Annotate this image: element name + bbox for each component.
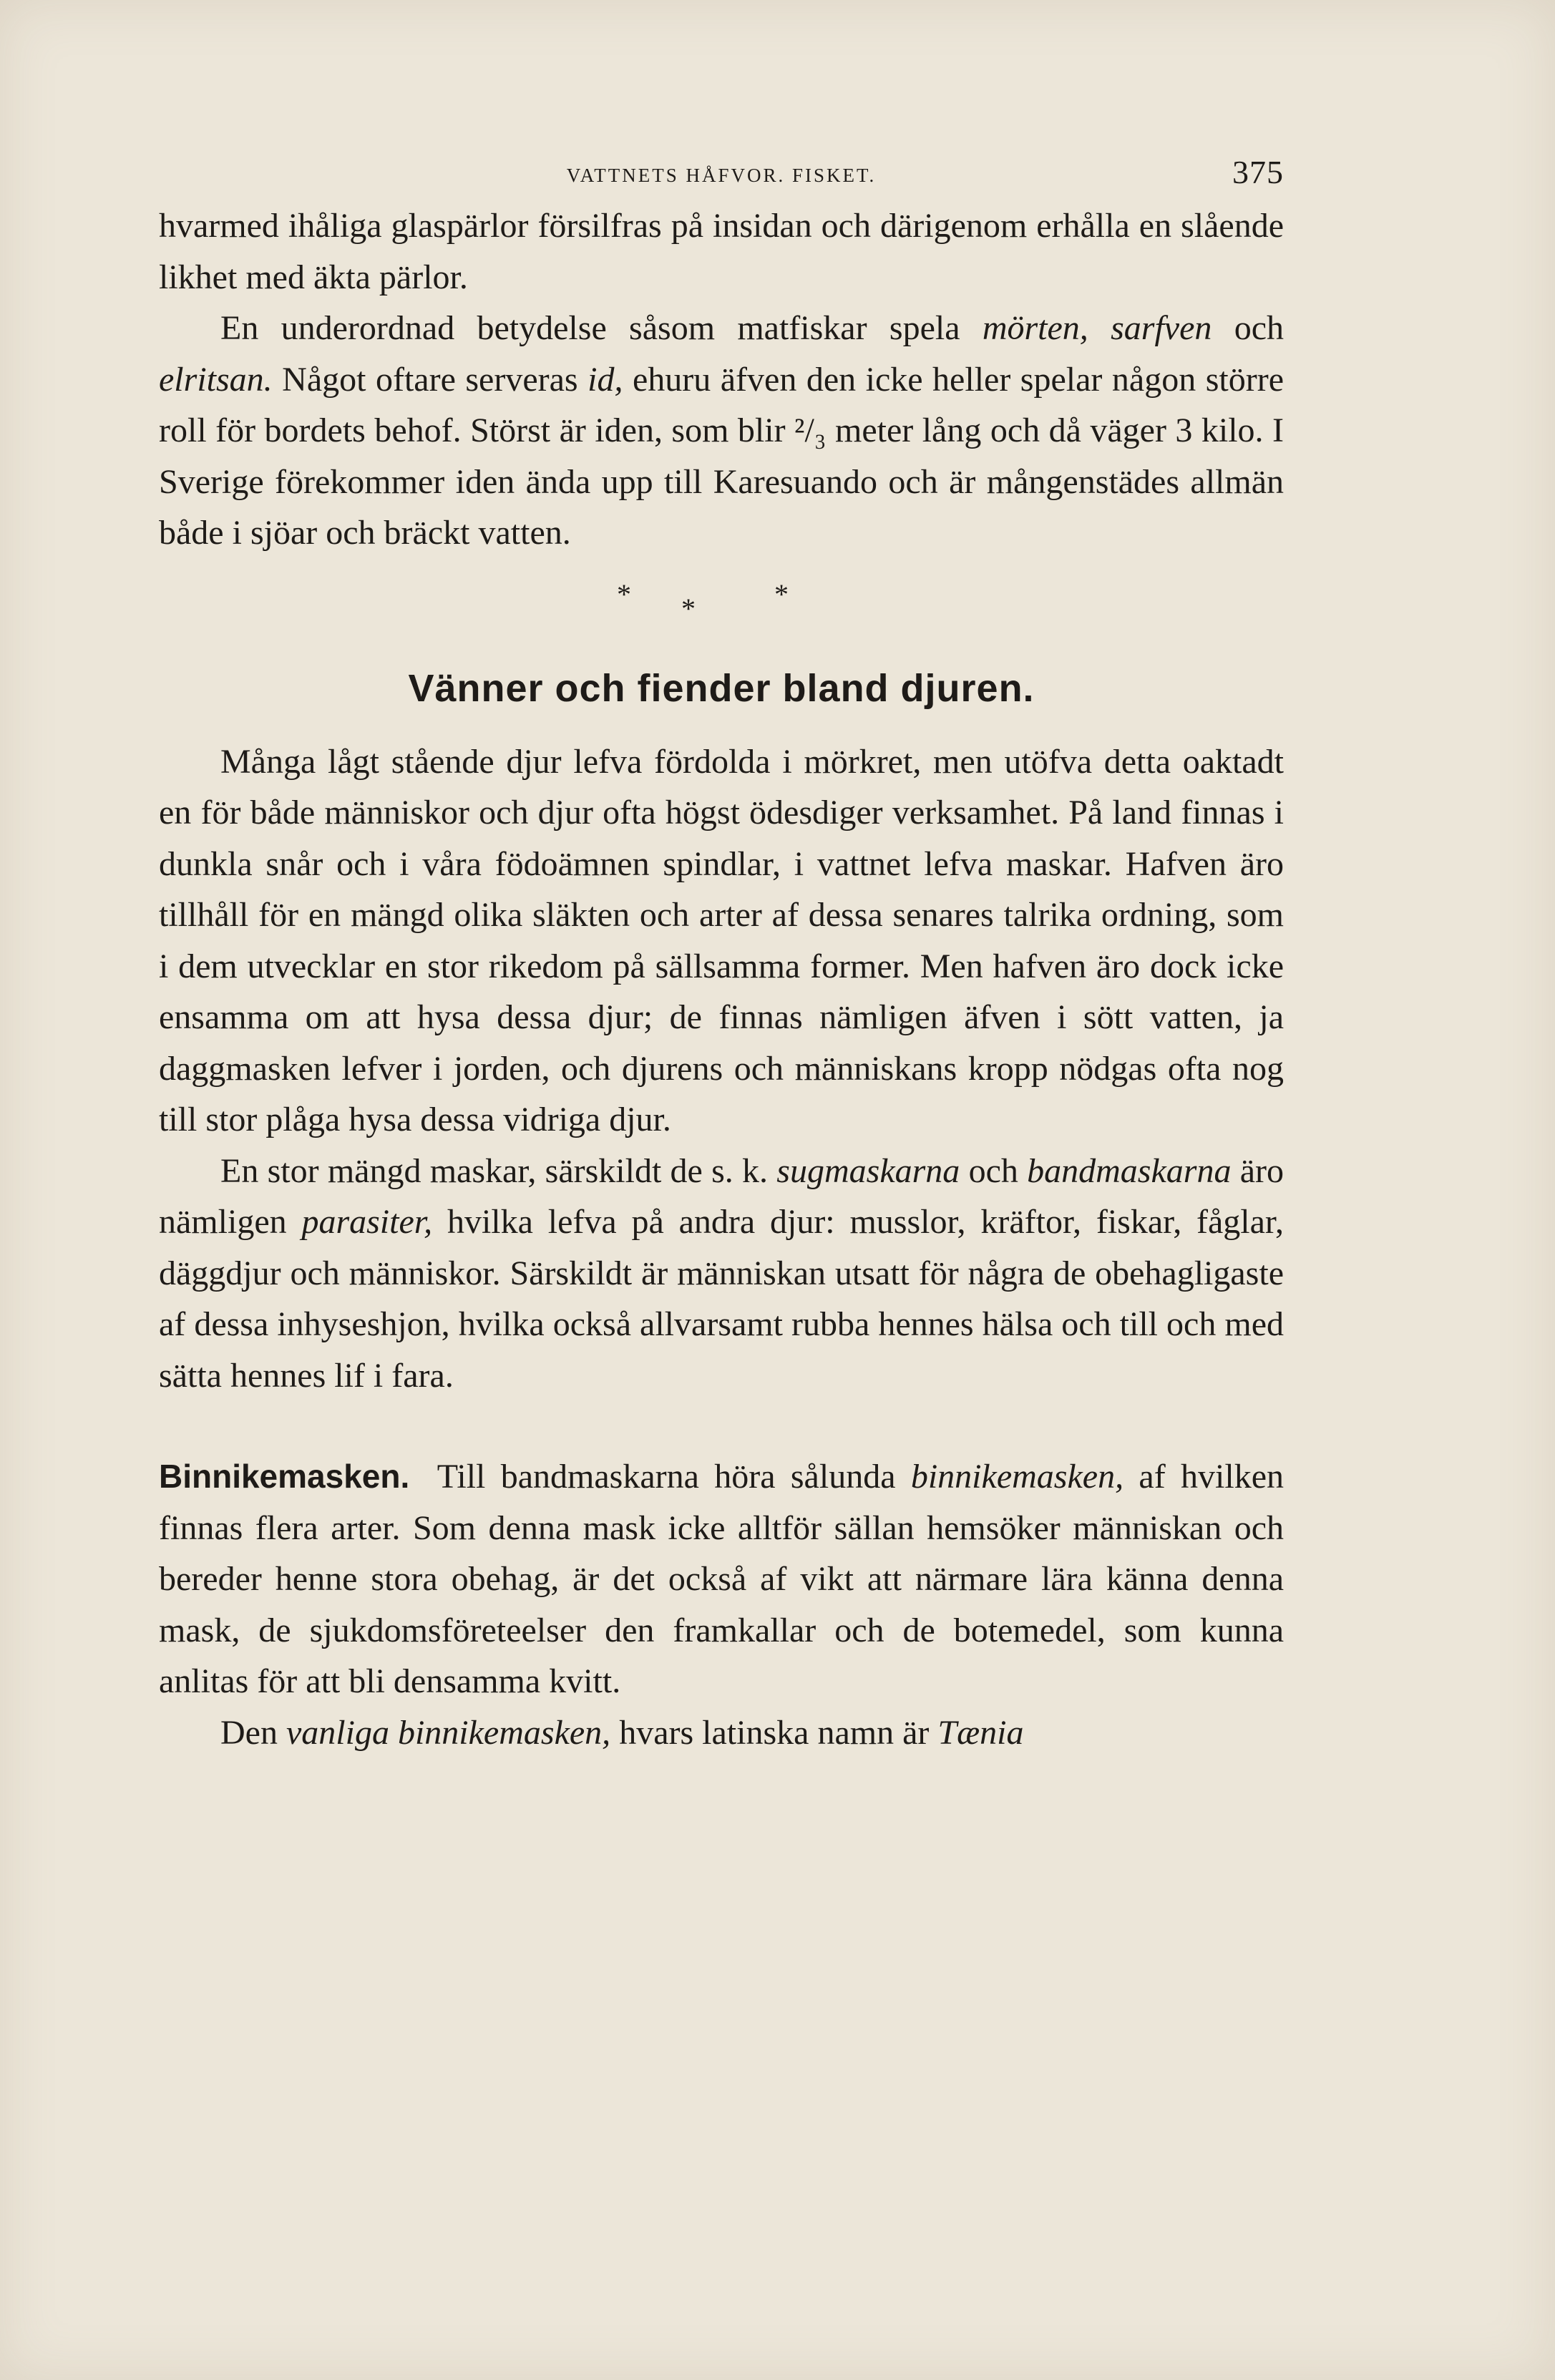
text-run: och <box>960 1151 1028 1190</box>
fraction: ²/₃ <box>794 411 827 449</box>
paragraph-parasites <box>159 1146 1284 1402</box>
running-title: VATTNETS HÅFVOR. FISKET. <box>566 165 877 186</box>
text-run: hvilka lefva på andra djur: musslor, kräftor, fiskar, fåglar, däggdjur och människor. Särskildt är människan utsatt för några de obehagligaste af dessa inhyseshjon, hvilka också allvarsamt rubba hennes hälsa och till och med sätta hennes lif i fara. <box>159 1203 1284 1395</box>
text-run: meter lång och då väger 3 kilo. I Sverige förekommer iden ända upp till Karesuando och är mångenstädes allmän både i sjöar och bräckt vatten. <box>159 411 1285 552</box>
paragraph-taenia <box>159 1707 1284 1759</box>
italic-term-sugmaskarna: sugmaskarna <box>776 1151 960 1190</box>
paragraph-food-fish <box>159 303 1284 559</box>
text-run: Något oftare serveras <box>272 360 588 399</box>
section-heading: Vänner och fiender bland djuren. <box>408 666 1035 710</box>
running-head <box>159 150 1284 200</box>
italic-term-id: id, <box>588 360 623 399</box>
paragraph-binnikemasken <box>159 1451 1284 1707</box>
page-number: 375 <box>1232 154 1284 190</box>
paragraph-intro: Många lågt stående djur lefva fördolda i mörkret, men utöfva detta oaktadt en för både människor och djur ofta högst ödesdiger verksamhet. På land finnas i dunkla snår och i våra födoämnen spindlar, i vattnet lefva maskar. Hafven äro tillhåll för en mängd olika släkten och arter af dessa senares talrika ordning, som i dem utvecklar en stor rikedom på sällsamma former. Men hafven äro dock icke ensamma om att hysa dessa djur; de finnas nämligen äfven i sött vatten, ja daggmasken lefver i jorden, och djurens och människans kropp nödgas ofta nog till stor plåga hysa dessa vidriga djur. <box>159 742 1284 1138</box>
text-run: Den <box>220 1713 286 1752</box>
italic-term-bandmaskarna: bandmaskarna <box>1027 1151 1232 1190</box>
page-content <box>159 150 1284 1758</box>
italic-term-vanliga-binnikemasken: vanliga binnikemasken, <box>286 1713 611 1752</box>
run-in-heading: Binnikemasken. <box>159 1458 410 1495</box>
italic-term-elritsan: elritsan. <box>159 360 273 399</box>
text-run: hvars latinska namn är <box>610 1713 938 1752</box>
text-run: äro nämligen <box>159 1151 1284 1241</box>
asterisk-icon: * <box>774 577 810 610</box>
asterisk-icon: * <box>617 577 653 610</box>
text-run: af hvilken finnas flera arter. Som denna mask icke alltför sällan hemsöker människan och bereder henne stora obehag, är det också af vikt att närmare lära känna denna mask, de sjukdomsföreteelser den framkallar och de botemedel, som kunna anlitas för att bli densamma kvitt. <box>159 1458 1285 1700</box>
paragraph-continued: hvarmed ihåliga glaspärlor försilfras på insidan och därigenom erhålla en slående likhet med äkta pärlor. <box>159 207 1284 296</box>
asterisk-icon: * <box>681 592 717 625</box>
text-run: och <box>1212 309 1285 347</box>
italic-term-parasiter: parasiter, <box>301 1203 433 1241</box>
italic-term-taenia: Tænia <box>937 1713 1024 1752</box>
italic-term-sarfven: sarfven <box>1111 309 1212 347</box>
paragraph-gap <box>159 1401 1284 1451</box>
text-run: Till bandmaskarna höra sålunda <box>422 1458 911 1496</box>
italic-term-morten: mörten, <box>982 309 1088 347</box>
text-run: En stor mängd maskar, särskildt de s. k. <box>220 1151 777 1190</box>
italic-term-binnikemasken: binnikemasken, <box>910 1458 1124 1496</box>
text-run: ehuru äfven den icke heller spelar någon större roll för bordets behof. Störst är iden, som blir <box>159 360 1284 449</box>
text-run: En underordnad betydelse såsom matfiskar spela <box>220 309 983 347</box>
section-separator <box>159 573 1284 638</box>
